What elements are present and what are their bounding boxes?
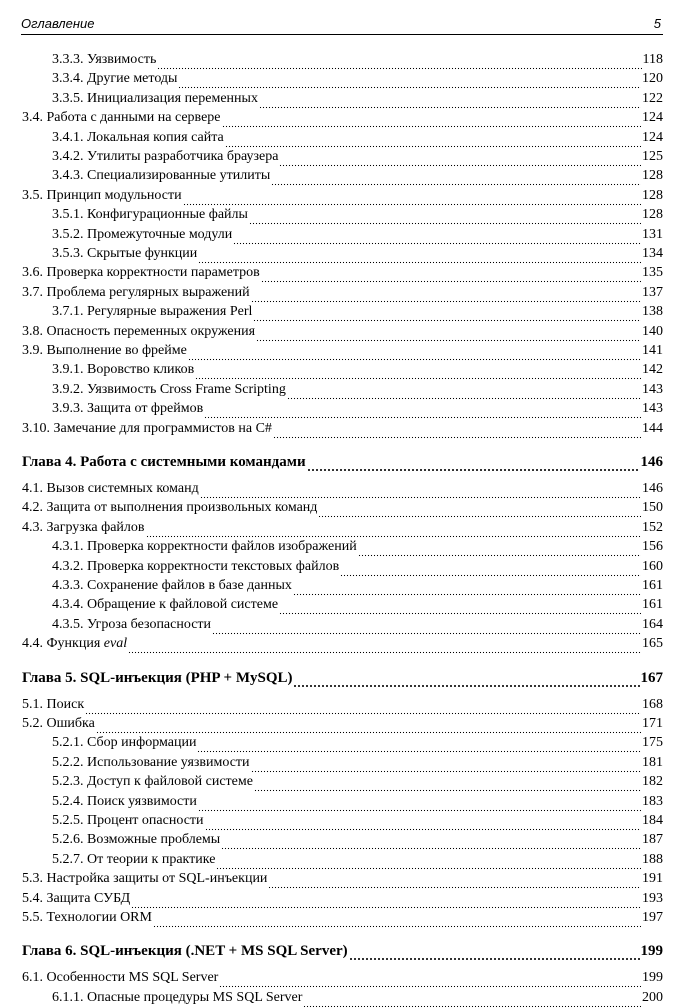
- toc-entry-row[interactable]: [52, 91, 663, 109]
- toc-entry-title: 3.3.3. Уязвимость: [52, 52, 157, 67]
- toc-entry-row[interactable]: [22, 891, 663, 909]
- dot-leader: [183, 192, 641, 206]
- toc-entry-title: 3.7. Проблема регулярных выражений: [22, 284, 250, 300]
- toc-entry-title: 5.4. Защита СУБД: [22, 890, 131, 906]
- dot-leader: [273, 425, 641, 439]
- toc-entry-title: 3.4. Работа с данными на сервере: [22, 110, 221, 126]
- toc-entry-title: Глава 5. SQL-инъекция (PHP + MySQL): [22, 669, 293, 686]
- toc-entry-row[interactable]: [52, 246, 663, 264]
- toc-entry-title: 5.2.6. Возможные проблемы: [52, 832, 221, 848]
- dot-leader: [279, 601, 641, 615]
- toc-entry-title: 3.3.5. Инициализация переменных: [52, 90, 258, 106]
- toc-entry-row[interactable]: [22, 285, 663, 303]
- toc-page-number: 138: [642, 304, 663, 320]
- toc-page-number: 152: [642, 519, 663, 535]
- toc-entry-title: 5.5. Технологии ORM: [22, 910, 152, 925]
- toc-entry-title: 3.3.4. Другие методы: [52, 71, 178, 87]
- toc-entry-title: 6.1.1. Опасные процедуры MS SQL Server: [52, 989, 303, 1005]
- toc-entry-title: 5.2.1. Сбор информации: [52, 735, 197, 751]
- toc-entry-row[interactable]: [22, 265, 663, 283]
- toc-entry-row[interactable]: [22, 421, 663, 439]
- toc-entry-row[interactable]: [22, 636, 663, 654]
- toc-entry-row[interactable]: [52, 597, 663, 615]
- dot-leader: [349, 947, 640, 961]
- toc-entry-row[interactable]: [52, 578, 663, 596]
- toc-entry-row[interactable]: [22, 970, 663, 988]
- toc-page-number: 188: [642, 851, 663, 867]
- toc-entry-title: 3.4.2. Утилиты разработчика браузера: [52, 149, 279, 164]
- toc-entry-row[interactable]: [22, 481, 663, 499]
- toc-entry-row[interactable]: [52, 852, 663, 870]
- toc-page-number: 125: [642, 149, 663, 164]
- dot-leader: [212, 621, 641, 635]
- toc-entry-row[interactable]: [52, 401, 663, 419]
- dot-leader: [96, 720, 641, 734]
- toc-entry-title: 3.9.2. Уязвимость Cross Frame Scripting: [52, 381, 286, 397]
- toc-entry-title: 3.9.1. Воровство кликов: [52, 362, 195, 378]
- dot-leader: [225, 134, 641, 148]
- toc-entry-row[interactable]: [52, 990, 663, 1008]
- toc-entry-row[interactable]: [22, 716, 663, 734]
- toc-page-number: 182: [642, 774, 663, 790]
- toc-entry-row[interactable]: [52, 227, 663, 245]
- toc-entry-row[interactable]: [52, 559, 663, 577]
- dot-leader: [253, 308, 641, 322]
- toc-entry-title: 3.8. Опасность переменных окружения: [22, 323, 256, 339]
- toc-entry-row[interactable]: [52, 382, 663, 400]
- toc-entry-row[interactable]: [52, 71, 663, 89]
- toc-page-number: 199: [642, 970, 663, 986]
- toc-entry-row[interactable]: [22, 697, 663, 715]
- toc-entry-title: 5.1. Поиск: [22, 696, 85, 712]
- page-number: 5: [653, 16, 661, 31]
- toc-chapter-row[interactable]: [22, 454, 663, 472]
- dot-leader: [254, 778, 641, 792]
- dot-leader: [205, 817, 641, 831]
- toc-entry-title: 6.1. Особенности MS SQL Server: [22, 970, 219, 986]
- toc-page-number: 156: [642, 539, 663, 555]
- dot-leader: [259, 95, 641, 109]
- toc-page-number: 141: [642, 343, 663, 358]
- toc-page-number: 175: [642, 735, 663, 751]
- dot-leader: [219, 974, 641, 988]
- toc-page-number: 128: [642, 168, 663, 184]
- toc-entry-row[interactable]: [52, 617, 663, 635]
- dot-leader: [261, 269, 641, 283]
- dot-leader: [200, 485, 641, 499]
- toc-page-number: 187: [642, 832, 663, 848]
- dot-leader: [131, 895, 641, 909]
- toc-entry-title: 5.2. Ошибка: [22, 716, 95, 731]
- dot-leader: [271, 172, 641, 186]
- dot-leader: [216, 856, 641, 870]
- toc-page-number: 160: [642, 558, 663, 574]
- toc-entry-title: 4.3.4. Обращение к файловой системе: [52, 597, 279, 613]
- toc-page-number: 183: [642, 793, 663, 809]
- running-title: Оглавление: [21, 16, 95, 31]
- dot-leader: [249, 211, 641, 225]
- toc-entry-title: 3.5.2. Промежуточные модули: [52, 226, 233, 242]
- dot-leader: [251, 289, 641, 303]
- toc-entry-title: 3.5.3. Скрытые функции: [52, 246, 198, 261]
- page-header: [21, 14, 663, 35]
- dot-leader: [128, 640, 641, 654]
- dot-leader: [178, 75, 641, 89]
- toc-entry-title-italic: eval: [103, 636, 128, 652]
- toc-page-number: 128: [642, 207, 663, 223]
- toc-entry-title: 3.7.1. Регулярные выражения Perl: [52, 304, 253, 320]
- toc-entry-row[interactable]: [52, 774, 663, 792]
- toc-entry-title: 4.3.5. Угроза безопасности: [52, 616, 212, 632]
- toc-entry-title: 5.3. Настройка защиты от SQL-инъекции: [22, 871, 268, 887]
- toc-page-number: 144: [642, 420, 663, 436]
- dot-leader: [251, 759, 641, 773]
- toc-page-number: 135: [642, 265, 663, 281]
- toc-entry-title: 4.1. Вызов системных команд: [22, 481, 199, 496]
- toc-page-number: 181: [642, 754, 663, 770]
- toc-entry-row[interactable]: [52, 362, 663, 380]
- toc-entry-title: 3.10. Замечание для программистов на С#: [22, 420, 272, 436]
- toc-page-number: 167: [640, 669, 663, 686]
- toc-page-number: 120: [642, 71, 663, 87]
- toc-entry-row[interactable]: [22, 110, 663, 128]
- toc-page-number: 165: [642, 636, 663, 652]
- toc-entry-row[interactable]: [52, 304, 663, 322]
- toc-entry-row[interactable]: [52, 168, 663, 186]
- toc-page-number: 161: [642, 597, 663, 613]
- toc-entry-title: 5.2.5. Процент опасности: [52, 813, 204, 828]
- toc-entry-row[interactable]: [22, 520, 663, 538]
- toc-entry-row[interactable]: [52, 52, 663, 70]
- dot-leader: [358, 543, 641, 557]
- toc-entry-row[interactable]: [52, 794, 663, 812]
- dot-leader: [318, 504, 641, 518]
- toc-entry-row[interactable]: [22, 324, 663, 342]
- toc-page-number: 146: [640, 454, 663, 470]
- dot-leader: [233, 231, 641, 245]
- toc-page-number: 161: [642, 578, 663, 593]
- toc-entry-title: 3.6. Проверка корректности параметров: [22, 265, 260, 281]
- toc-chapter-row[interactable]: [22, 943, 663, 961]
- dot-leader: [195, 366, 641, 380]
- dot-leader: [303, 994, 641, 1008]
- toc-entry-title: 4.4. Функция eval: [22, 636, 128, 652]
- toc-page-number: 150: [642, 500, 663, 516]
- toc-entry-row[interactable]: [52, 149, 663, 167]
- dot-leader: [256, 328, 641, 342]
- toc-page-number: 200: [642, 989, 663, 1005]
- dot-leader: [279, 153, 641, 167]
- toc-entry-row[interactable]: [22, 871, 663, 889]
- toc-chapter-row[interactable]: [22, 670, 663, 688]
- toc-page-number: 199: [640, 943, 663, 960]
- toc-entry-title: 3.4.3. Специализированные утилиты: [52, 168, 271, 184]
- dot-leader: [198, 798, 641, 812]
- toc-page-number: 146: [642, 481, 663, 496]
- toc-entry-row[interactable]: [22, 500, 663, 518]
- toc-entry-title: 5.2.4. Поиск уязвимости: [52, 793, 197, 809]
- dot-leader: [198, 250, 641, 264]
- toc-entry-title: 4.2. Защита от выполнения произвольных команд: [22, 500, 318, 516]
- toc-entry-row[interactable]: [52, 130, 663, 148]
- toc-page-number: 143: [642, 401, 663, 417]
- toc-page-number: 122: [642, 90, 663, 106]
- toc-entry-title: 3.4.1. Локальная копия сайта: [52, 129, 224, 145]
- toc-page-number: 171: [642, 716, 663, 731]
- toc-page-number: 137: [642, 284, 663, 300]
- dot-leader: [146, 524, 642, 538]
- toc-page-number: 184: [642, 813, 663, 828]
- toc-page-number: 142: [642, 362, 663, 378]
- toc-entry-title: 4.3.3. Сохранение файлов в базе данных: [52, 578, 292, 593]
- dot-leader: [153, 914, 641, 928]
- dot-leader: [293, 582, 641, 596]
- toc-entry-row[interactable]: [52, 755, 663, 773]
- dot-leader: [204, 405, 641, 419]
- toc-page-number: 124: [642, 129, 663, 145]
- toc-entry-row[interactable]: [52, 735, 663, 753]
- toc-entry-title: Глава 6. SQL-инъекция (.NET + MS SQL Server): [22, 943, 348, 960]
- toc-page-number: 197: [642, 910, 663, 925]
- toc-entry-title: 3.5.1. Конфигурационные файлы: [52, 207, 248, 223]
- dot-leader: [307, 458, 640, 472]
- toc-entry-row[interactable]: [52, 539, 663, 557]
- toc-entry-title: Глава 4. Работа с системными командами: [22, 454, 306, 470]
- toc-entry-row[interactable]: [22, 343, 663, 361]
- toc-entry-title: 3.9. Выполнение во фрейме: [22, 343, 187, 358]
- toc-entry-row[interactable]: [52, 813, 663, 831]
- toc-page-number: 193: [642, 890, 663, 906]
- toc-page-number: 191: [642, 871, 663, 887]
- toc-entry-title: 3.5. Принцип модульности: [22, 187, 182, 203]
- toc-entry-row[interactable]: [22, 910, 663, 928]
- toc-entry-row[interactable]: [22, 188, 663, 206]
- toc-page-number: 118: [642, 52, 663, 67]
- dot-leader: [221, 836, 641, 850]
- toc-page-number: 140: [642, 323, 663, 339]
- dot-leader: [157, 56, 641, 70]
- toc-page-number: 124: [642, 110, 663, 126]
- toc-entry-title: 5.2.3. Доступ к файловой системе: [52, 774, 253, 790]
- dot-leader: [197, 739, 641, 753]
- toc-entry-title: 4.3.2. Проверка корректности текстовых файлов: [52, 558, 340, 574]
- dot-leader: [268, 875, 641, 889]
- toc-entry-title: 4.3. Загрузка файлов: [22, 519, 145, 535]
- dot-leader: [85, 701, 641, 715]
- toc-page-number: 164: [642, 616, 663, 632]
- toc-page-number: 143: [642, 381, 663, 397]
- dot-leader: [188, 347, 641, 361]
- toc-entry-row[interactable]: [52, 207, 663, 225]
- toc-entry-title: 5.2.2. Использование уязвимости: [52, 754, 250, 770]
- toc-page-number: 134: [642, 246, 663, 261]
- toc-entry-row[interactable]: [52, 832, 663, 850]
- toc-entry-title: 3.9.3. Защита от фреймов: [52, 401, 204, 417]
- toc-page-number: 128: [642, 187, 663, 203]
- toc-page-number: 131: [642, 226, 663, 242]
- dot-leader: [287, 386, 641, 400]
- dot-leader: [222, 114, 642, 128]
- toc-page-number: 168: [642, 696, 663, 712]
- toc-entry-title: 4.3.1. Проверка корректности файлов изображений: [52, 539, 357, 555]
- dot-leader: [293, 674, 639, 688]
- dot-leader: [340, 563, 641, 577]
- toc-entry-title: 5.2.7. От теории к практике: [52, 851, 216, 867]
